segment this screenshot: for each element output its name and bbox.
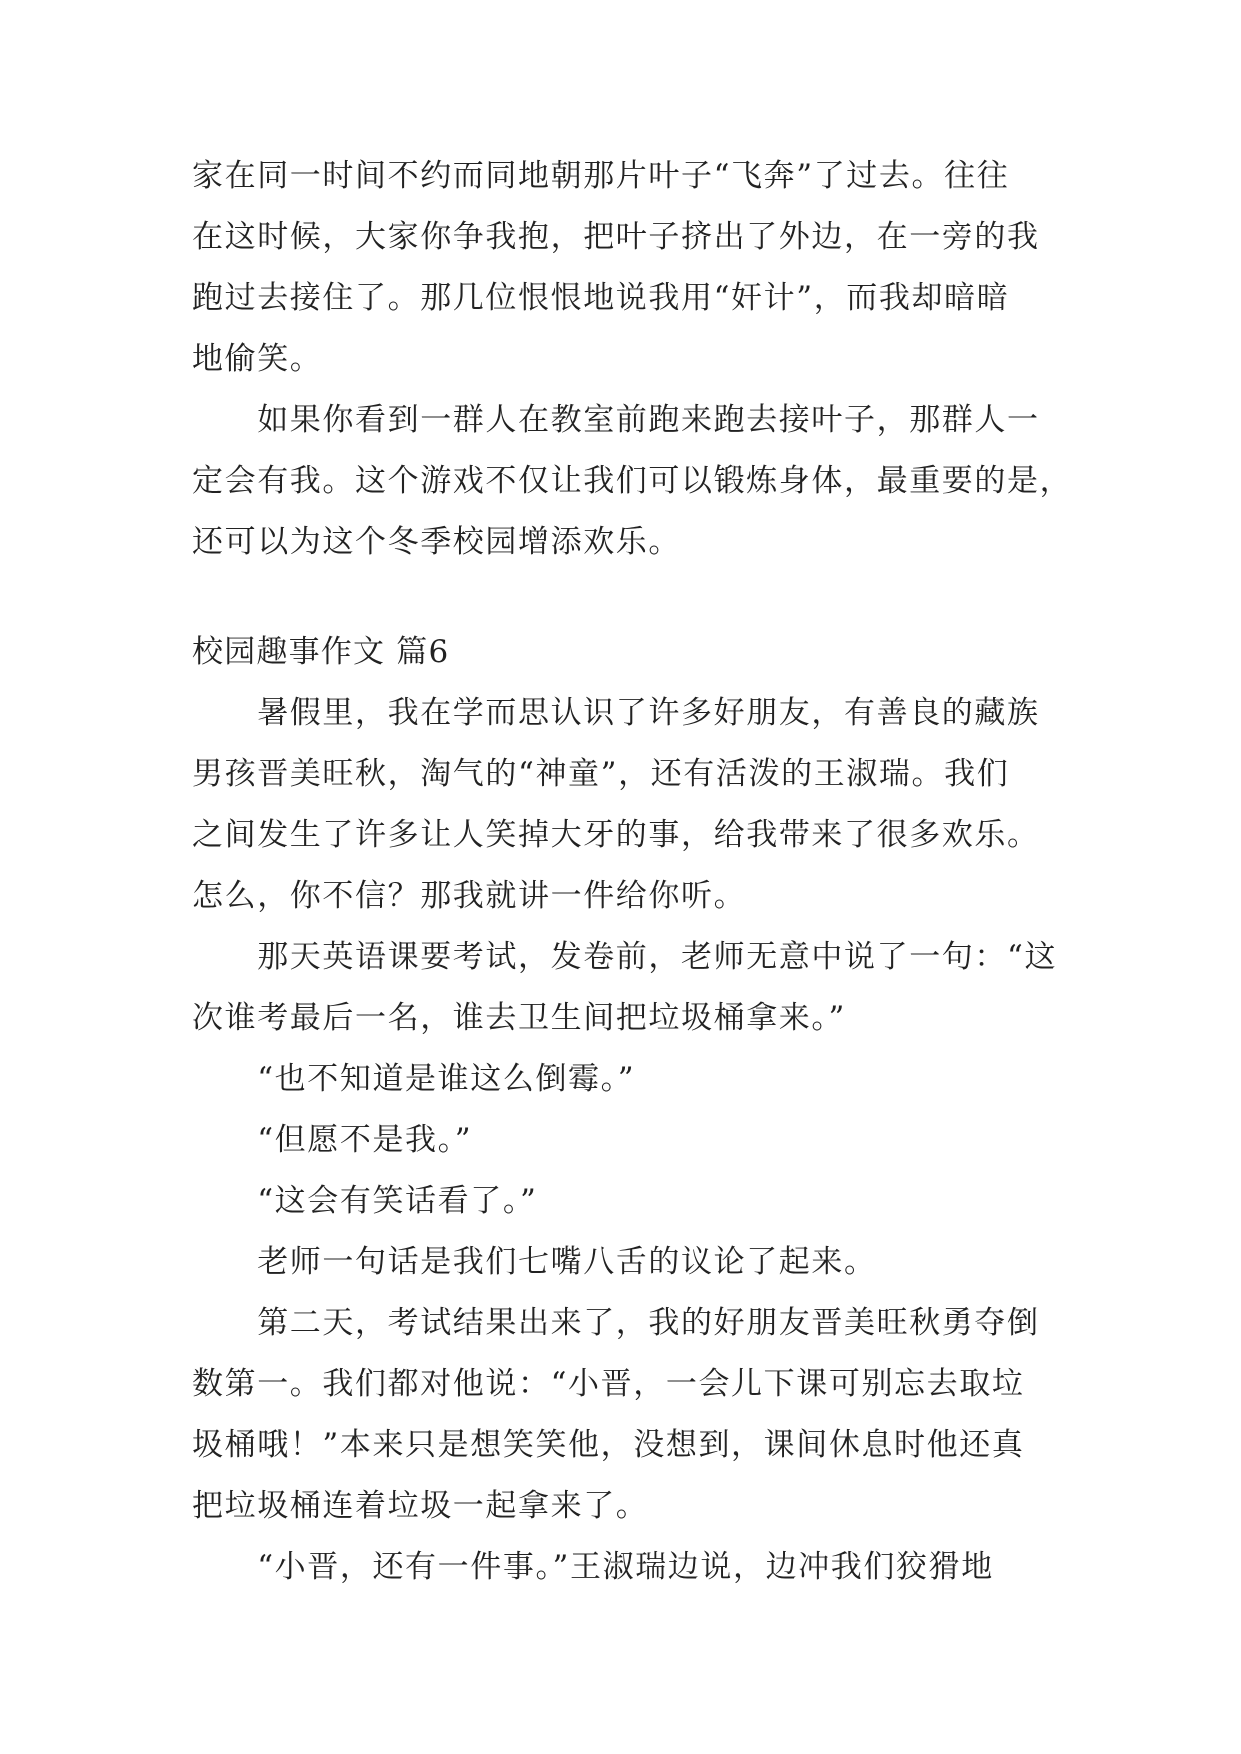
text-line: 第二天，考试结果出来了，我的好朋友晋美旺秋勇夺倒 xyxy=(192,1305,1040,1341)
text-line: 跑过去接住了。那几位恨恨地说我用“奸计”，而我却暗暗 xyxy=(192,280,1010,316)
paragraph-block-top xyxy=(192,146,1073,573)
text-line: 怎么，你不信？那我就讲一件给你听。 xyxy=(192,878,747,914)
text-line: 圾桶哦！”本来只是想笑笑他，没想到，课间休息时他还真 xyxy=(192,1427,1025,1463)
text-line: 家在同一时间不约而同地朝那片叶子“飞奔”了过去。往往 xyxy=(192,158,1010,194)
text-line: 数第一。我们都对他说：“小晋，一会儿下课可别忘去取垃 xyxy=(192,1366,1025,1402)
text-line: “小晋，还有一件事。”王淑瑞边说，边冲我们狡猾地 xyxy=(192,1549,994,1585)
text-line: “这会有笑话看了。” xyxy=(192,1183,538,1219)
text-line: 把垃圾桶连着垃圾一起拿来了。 xyxy=(192,1488,649,1524)
text-line: 如果你看到一群人在教室前跑来跑去接叶子，那群人一 xyxy=(192,402,1040,438)
text-line: 地偷笑。 xyxy=(192,341,323,377)
text-line: 之间发生了许多让人笑掉大牙的事，给我带来了很多欢乐。 xyxy=(192,817,1040,853)
text-line: “也不知道是谁这么倒霉。” xyxy=(192,1061,636,1097)
section-heading: 校园趣事作文 篇6 xyxy=(192,634,450,670)
text-line: 次谁考最后一名，谁去卫生间把垃圾桶拿来。” xyxy=(192,1000,846,1036)
text-line: 定会有我。这个游戏不仅让我们可以锻炼身体，最重要的是， xyxy=(192,463,1073,499)
text-line: 男孩晋美旺秋，淘气的“神童”，还有活泼的王淑瑞。我们 xyxy=(192,756,1010,792)
text-line: 暑假里，我在学而思认识了许多好朋友，有善良的藏族 xyxy=(192,695,1040,731)
text-line: 老师一句话是我们七嘴八舌的议论了起来。 xyxy=(192,1244,877,1280)
text-line: 那天英语课要考试，发卷前，老师无意中说了一句：“这 xyxy=(192,939,1058,975)
paragraph-block-main xyxy=(192,683,1062,1598)
text-line: 还可以为这个冬季校园增添欢乐。 xyxy=(192,524,681,560)
text-line: “但愿不是我。” xyxy=(192,1122,473,1158)
text-line: 在这时候，大家你争我抱，把叶子挤出了外边，在一旁的我 xyxy=(192,219,1040,255)
